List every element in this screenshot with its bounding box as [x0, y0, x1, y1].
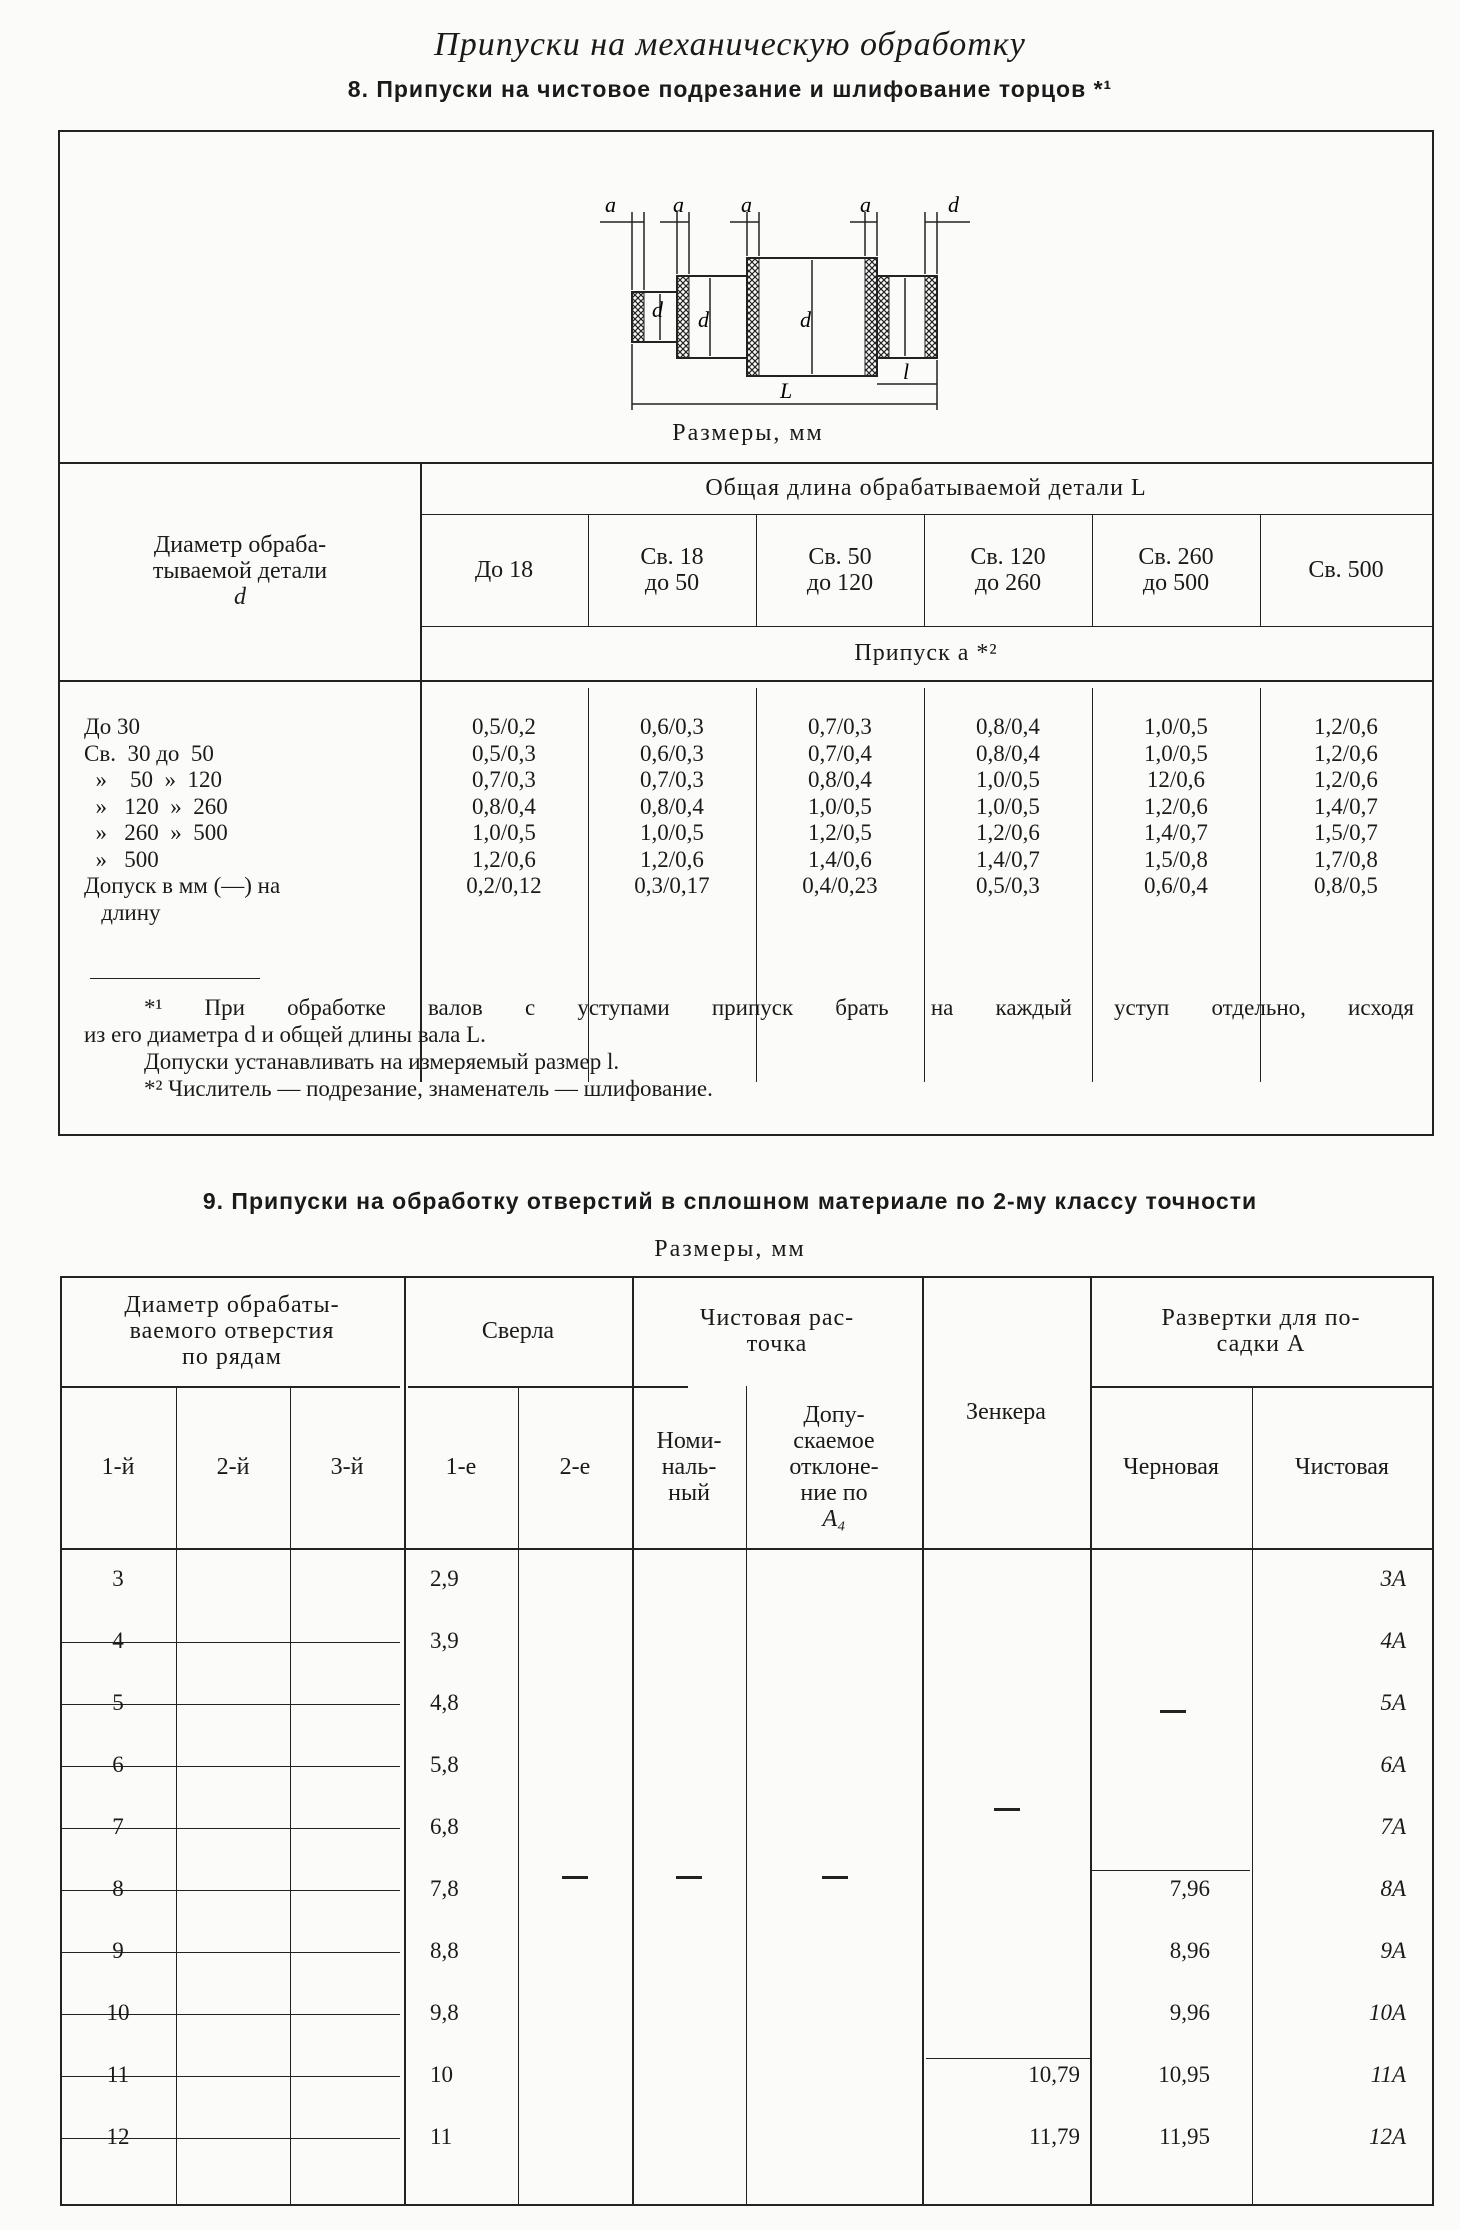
- table9-finish-cell: 12A: [1368, 2124, 1406, 2149]
- table9-countersink-cell: 10,79: [1028, 2062, 1080, 2087]
- table9-rough-cell: 9,96: [1169, 2000, 1210, 2025]
- table9-units: Размеры, мм: [654, 1236, 806, 1262]
- table8-col-header: Св. 120 до 260: [970, 544, 1046, 596]
- table8-value-column: [1266, 714, 1426, 900]
- table8-col-header: До 18: [474, 557, 534, 583]
- table8-cell: 1,2/0,5: [808, 820, 872, 845]
- table9-diameter-cell: 6: [112, 1752, 124, 1777]
- diagram-a-label: a: [673, 192, 684, 217]
- table8-cell: 0,2/0,12: [466, 873, 542, 898]
- table8-value-column: [760, 714, 920, 900]
- table9-drill1-cell: 4,8: [430, 1690, 459, 1715]
- table8-value-column: [1096, 714, 1256, 900]
- table8-cell: 0,6/0,3: [640, 714, 704, 739]
- table9-row1-header: 1-й: [101, 1454, 135, 1480]
- table9-row3-header: 3-й: [330, 1454, 364, 1480]
- table9-reamers-header: Развертки для по- садки A: [1161, 1305, 1361, 1357]
- diagram-a-label: a: [741, 192, 752, 217]
- table8-row-header: Диаметр обраба- тываемой детали d: [152, 532, 328, 610]
- table9-drill1-cell: 10: [430, 2062, 453, 2087]
- table9-title: 9. Припуски на обработку отверстий в сплошном материале по 2-му классу точности: [202, 1188, 1258, 1214]
- table9-finish-cell: 10A: [1368, 2000, 1406, 2025]
- table9-finish-header: Чистовая: [1295, 1454, 1389, 1480]
- table9-finish-cell: 7A: [1380, 1814, 1406, 1839]
- table9-finish-cell: 5A: [1380, 1690, 1406, 1715]
- dash-drill2: [562, 1876, 588, 1879]
- table9-drill1-cell: 5,8: [430, 1752, 459, 1777]
- table9-finish-cell: 11A: [1370, 2062, 1406, 2087]
- table8-cell: 1,2/0,6: [1314, 767, 1378, 792]
- table9-boring-header: Чистовая рас- точка: [699, 1305, 855, 1357]
- table9-diameter-cell: 12: [106, 2124, 130, 2149]
- table8-cell: 0,5/0,3: [472, 740, 536, 766]
- table8-value-column: [928, 714, 1088, 900]
- table9-finish-cell: 6A: [1380, 1752, 1406, 1777]
- diagram-d-label: d: [652, 297, 663, 322]
- table8-group-header: Общая длина обрабатываемой детали L: [705, 475, 1147, 501]
- table9-finish-cell: 9A: [1380, 1938, 1406, 1963]
- dash-deviation: [822, 1876, 848, 1879]
- table8-value-column: [424, 714, 584, 900]
- table9-drill1-cell: 6,8: [430, 1814, 459, 1839]
- table9-drill1-cell: 2,9: [430, 1566, 459, 1591]
- table9-drill1-cell: 9,8: [430, 2000, 459, 2025]
- footnote-rule: [90, 978, 260, 979]
- table8-cell: 1,2/0,6: [472, 846, 536, 872]
- table9-finish-cell: 3A: [1380, 1566, 1406, 1591]
- table8-cell: 1,0/0,5: [640, 820, 704, 845]
- table9-diameter-cell: 8: [112, 1876, 124, 1901]
- table9-countersink-cell: 11,79: [1029, 2124, 1080, 2149]
- table8: [58, 130, 1434, 1136]
- table8-row-labels: До 30 Св. 30 до 50 » 50 » 120 » 120 » 260 » 260 » 500 » 500 Допуск в мм (—) на длину: [84, 714, 281, 925]
- table9-drills-header: Сверла: [481, 1318, 555, 1344]
- table9-drill1-cell: 3,9: [430, 1628, 459, 1653]
- table9: [60, 1276, 1434, 2206]
- table8-cell: 0,6/0,4: [1144, 873, 1208, 898]
- footnote-1: *¹ При обработке валов с уступами припуск брать на каждый уступ отдельно, исходя: [144, 995, 1414, 1020]
- table9-diameter-cell: 10: [106, 2000, 130, 2025]
- table8-cell: 1,0/0,5: [1144, 714, 1208, 739]
- table9-row2-header: 2-й: [216, 1454, 250, 1480]
- diagram-l-label: l: [903, 359, 910, 384]
- table8-cell: 1,4/0,6: [808, 846, 872, 872]
- table8-cell: 0,5/0,2: [472, 714, 536, 739]
- diagram-a-label: a: [860, 192, 871, 217]
- table9-rough-cell: 10,95: [1158, 2062, 1210, 2087]
- table8-col-header: Св. 50 до 120: [806, 544, 874, 596]
- table8-cell: 0,3/0,17: [634, 873, 710, 898]
- table8-cell: 0,7/0,4: [808, 740, 872, 766]
- table9-drill1-header: 1-е: [445, 1454, 477, 1480]
- table8-cell: 1,0/0,5: [1144, 740, 1208, 766]
- table8-cell: 1,2/0,6: [640, 846, 704, 872]
- table8-title: 8. Припуски на чистовое подрезание и шлифование торцов *¹: [347, 76, 1113, 102]
- dash-nominal: [676, 1876, 702, 1879]
- table8-cell: 0,5/0,3: [976, 873, 1040, 898]
- table8-cell: 0,4/0,23: [802, 873, 878, 898]
- table9-drill1-cell: 8,8: [430, 1938, 459, 1963]
- dash-countersink: [994, 1808, 1020, 1811]
- table8-cell: 1,4/0,7: [1314, 793, 1378, 819]
- table8-col-header: Св. 260 до 500: [1138, 544, 1214, 596]
- table8-cell: 0,8/0,4: [976, 714, 1040, 739]
- table8-cell: 0,8/0,4: [808, 767, 872, 792]
- table8-cell: 0,7/0,3: [808, 714, 872, 739]
- table9-drill1-cell: 11: [430, 2124, 453, 2149]
- table8-cell: 1,5/0,7: [1314, 820, 1378, 845]
- diagram-d-label: d: [698, 307, 709, 332]
- table8-cell: 0,8/0,5: [1314, 873, 1378, 898]
- table9-deviation-header: Допу- скаемое отклоне- ние по A₄: [789, 1402, 879, 1532]
- table9-diameter-cell: 3: [112, 1566, 124, 1591]
- table8-cell: 1,0/0,5: [976, 767, 1040, 792]
- table8-cell: 0,6/0,3: [640, 740, 704, 766]
- table8-cell: 1,4/0,7: [976, 846, 1040, 872]
- page-header: Припуски на механическую обработку: [434, 26, 1026, 63]
- diagram-d-label: d: [948, 192, 959, 217]
- table9-diameter-cell: 4: [112, 1628, 124, 1653]
- table8-subheader: Припуск a *²: [854, 640, 998, 666]
- table9-rough-cell: 11,95: [1159, 2124, 1210, 2149]
- table8-cell: 1,0/0,5: [808, 793, 872, 819]
- footnote-2: *² Числитель — подрезание, знаменатель — шлифование.: [144, 1076, 713, 1101]
- table8-footnotes: [84, 994, 1414, 1102]
- table8-cell: 1,4/0,7: [1144, 820, 1208, 845]
- footnote-1-cont: из его диаметра d и общей длины вала L.: [84, 1022, 486, 1047]
- dash-rough: [1160, 1710, 1186, 1713]
- table9-drill2-header: 2-е: [559, 1454, 591, 1480]
- table8-cell: 0,7/0,3: [640, 767, 704, 792]
- table9-rough-cell: 8,96: [1169, 1938, 1210, 1963]
- table9-rough-header: Черновая: [1123, 1454, 1219, 1480]
- table8-value-column: [592, 714, 752, 900]
- table9-drill1-cell: 7,8: [430, 1876, 459, 1901]
- table8-cell: 0,8/0,4: [976, 740, 1040, 766]
- table8-units: Размеры, мм: [672, 420, 824, 446]
- table9-finish-cell: 8A: [1380, 1876, 1406, 1901]
- table8-cell: 1,2/0,6: [976, 820, 1040, 845]
- table8-cell: 1,5/0,8: [1144, 846, 1208, 872]
- table8-cell: 1,0/0,5: [472, 820, 536, 845]
- diagram-L-label: L: [780, 378, 793, 403]
- table8-cell: 0,8/0,4: [640, 793, 704, 819]
- shaft-diagram: [560, 172, 990, 432]
- table8-cell: 1,2/0,6: [1144, 793, 1208, 819]
- table9-diameter-cell: 9: [112, 1938, 124, 1963]
- table9-rough-cell: 7,96: [1169, 1876, 1210, 1901]
- table9-diameter-cell: 7: [112, 1814, 124, 1839]
- diagram-d-label: d: [800, 307, 811, 332]
- diagram-a-label: a: [605, 192, 616, 217]
- table9-nominal-header: Номи- наль- ный: [656, 1428, 722, 1506]
- table8-col-header: Св. 18 до 50: [640, 544, 704, 596]
- table9-diameter-cell: 11: [106, 2062, 130, 2087]
- table9-diameter-header: Диаметр обрабаты- ваемого отверстия по рядам: [124, 1292, 340, 1370]
- table8-cell: 12/0,6: [1146, 767, 1206, 792]
- table8-col-header: Св. 500: [1308, 557, 1384, 583]
- table9-finish-cell: 4A: [1380, 1628, 1406, 1653]
- table8-cell: 1,7/0,8: [1314, 846, 1378, 872]
- table9-diameter-cell: 5: [112, 1690, 124, 1715]
- table8-cell: 1,0/0,5: [976, 793, 1040, 819]
- table9-countersink-header: Зенкера: [966, 1399, 1046, 1425]
- footnote-tolerance: Допуски устанавливать на измеряемый размер l.: [144, 1049, 620, 1074]
- table8-cell: 1,2/0,6: [1314, 740, 1378, 766]
- table8-cell: 0,7/0,3: [472, 767, 536, 792]
- table8-cell: 0,8/0,4: [472, 793, 536, 819]
- table8-cell: 1,2/0,6: [1314, 714, 1378, 739]
